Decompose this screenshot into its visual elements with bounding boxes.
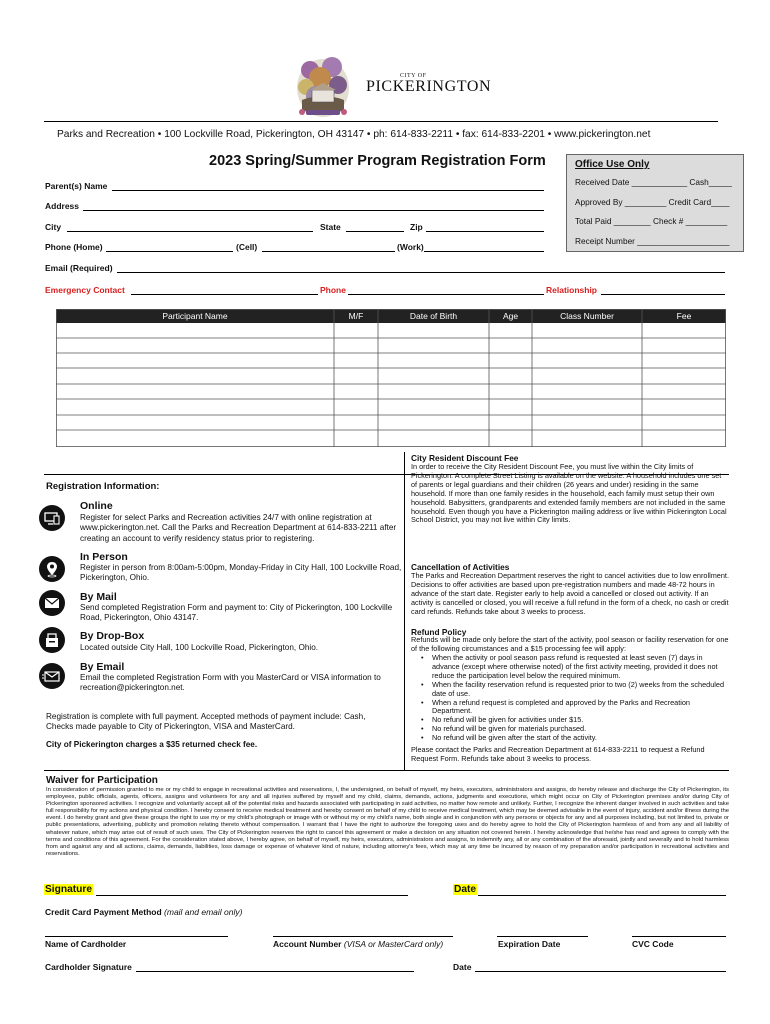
email-label: Email (Required) xyxy=(45,263,113,273)
participant-grid xyxy=(56,309,726,447)
mail-text: Send completed Registration Form and payment to: City of Pickerington, 100 Lockville Road, Pickerington, Ohio 43147. xyxy=(80,603,393,623)
col-mf: M/F xyxy=(348,311,364,321)
cardholder-label: Name of Cardholder xyxy=(45,939,127,949)
city-seal-icon xyxy=(288,52,358,124)
city-field[interactable] xyxy=(67,231,313,232)
expiration-label: Expiration Date xyxy=(498,939,561,949)
email-icon xyxy=(39,663,65,689)
list-item: • When the facility reservation refund is requested prior to two (2) weeks from the scheduled date of use. xyxy=(421,679,725,698)
waiver-title: Waiver for Participation xyxy=(46,775,158,786)
phone-home-label: Phone (Home) xyxy=(45,242,103,252)
payment-title-line xyxy=(45,907,242,917)
col-participant-name: Participant Name xyxy=(162,311,228,321)
refund-outro: Please contact the Parks and Recreation Department at 614-833-2211 to request a Refund Request Form. Refunds take about 3 weeks to process. xyxy=(411,745,705,763)
logo-city-name: PICKERINGTON xyxy=(366,78,492,95)
email-title: By Email xyxy=(80,661,125,673)
online-title: Online xyxy=(80,500,113,512)
online-text: Register for select Parks and Recreation activities 24/7 with online registration at www.pickerington.net. Call the Parks and Recreation Department at 614-833-2211 after creating an account to verify residency status prior to registering. xyxy=(80,513,397,543)
cancel-text: The Parks and Recreation Department reserves the right to cancel activities due to low enrollment. Decisions to offer activities are based upon pre-registration numbers and made 48-72 hours in advance of the start date. Register early to help avoid a cancelled or closed out activity. If an activity is cancelled or closed, you will receive a full refund in the form of a check, no cash or credit card refunds. Refunds take about 3 weeks to process. xyxy=(411,571,729,616)
email-text: Email the completed Registration Form with you MasterCard or VISA information to recreation@pickerington.net. xyxy=(80,673,381,693)
cardholder-field[interactable] xyxy=(45,936,228,937)
email-field[interactable] xyxy=(117,272,725,273)
list-item: • No refund will be given for activities under $15. xyxy=(421,715,584,725)
date-label: Date xyxy=(454,884,477,895)
relationship-label: Relationship xyxy=(546,285,598,295)
payment-title: Credit Card Payment Method xyxy=(45,907,162,917)
emergency-phone-field[interactable] xyxy=(348,294,544,295)
state-field[interactable] xyxy=(346,231,404,232)
city-label: City xyxy=(45,222,62,232)
address-field[interactable] xyxy=(83,210,544,211)
contact-line: Parks and Recreation • 100 Lockville Road, Pickerington, OH 43147 • ph: 614-833-2211 • fax: 614-833-2201 • www.pickerington.net xyxy=(57,129,651,140)
parent-name-label: Parent(s) Name xyxy=(45,181,108,191)
cvc-field[interactable] xyxy=(632,936,726,937)
office-approved: Approved By _________ Credit Card____ xyxy=(575,197,730,207)
address-label: Address xyxy=(45,201,80,211)
inperson-text: Register in person from 8:00am-5:00pm, Monday-Friday in City Hall, 100 Lockville Road, Pickerington, Ohio. xyxy=(80,563,402,583)
parent-name-field[interactable] xyxy=(112,190,544,191)
account-number-label-line xyxy=(273,939,443,949)
mail-icon xyxy=(39,590,65,616)
refund-list xyxy=(421,654,727,743)
registration-heading: Registration Information: xyxy=(46,481,160,492)
drop-box-title: By Drop-Box xyxy=(80,630,145,642)
inperson-title: In Person xyxy=(80,551,128,563)
emergency-phone-label: Phone xyxy=(320,285,346,295)
participant-table xyxy=(56,309,726,447)
drop-box-icon xyxy=(39,627,65,653)
col-age: Age xyxy=(502,311,519,321)
account-number-note: (VISA or MasterCard only) xyxy=(343,939,444,949)
city-logo xyxy=(288,52,358,124)
discount-title: City Resident Discount Fee xyxy=(411,453,519,463)
payment-date-field[interactable] xyxy=(475,971,726,972)
location-pin-icon xyxy=(39,556,65,582)
section-divider xyxy=(404,452,405,770)
logo-city-of: CITY OF xyxy=(400,73,427,79)
zip-label: Zip xyxy=(410,222,423,232)
waiver-text: In consideration of permission granted to me or my child to engage in recreational activities and reservations, I, the undersigned, on behalf of myself, my heirs, executors, administrators and assigns, do hereby release and discharge the City of Pickerington, its employees, public officials, agents, officers, assigns and volunteers for any and all injuries suffered by myself and my child, claims, demands, actions, judgments and executions, which might occur on City of Pickerington premises and/or during City of Pickerington sponsored activities. I recognize and voluntarily accept all of the potential risks and hazards associated with participating in said activities, no matter how remote and unlikely. Further, I recognize the inherent danger involved in such activities and take full responsibility for my actions and physical condition. I hereby consent to receive medical treatment and hereby consent on behalf of my child to receive medical treatment, which may be deemed advisable in the event of injury, accident and/or illness during the event. I do hereby grant and give these groups the right to use my or my child's photograph or image with or without my or my child's name, both single and in conjunction with any persons or objects for any and all purposes including, but not limited to, private or public presentations, advertising, publicity and promotion relating thereto without compensation. I warrant that I have the right to authorize the foregoing uses and do hereby agree to hold the City of Pickerington harmless of and from any and all liability of whatever nature, which may arise out of result of such uses. The City of Pickerington reserves the right to cancel this agreement or make a decision on any situation not covered herein. I hereby acknowledge that he/she has read and agrees to comply with the terms and conditions of this agreement. For the consideration stated above, I hereby agree, on behalf of myself, my heirs, executors, administrators and assigns, to indemnify any, all or any combination of the aforesaid, jointly and severally and to hold harmless from and against any and all actions, claims, demands, liabilities, loss damage or expense of whatever kind of nature, including attorney's fees, which may at any time be incurred by reason of my preparation and/or participation in recreational activities and reservations. xyxy=(46,787,729,857)
cardholder-signature-label: Cardholder Signature xyxy=(45,962,132,972)
header-rule xyxy=(44,121,718,122)
emergency-contact-label: Emergency Contact xyxy=(45,285,125,295)
payment-title-note: (mail and email only) xyxy=(164,907,243,917)
office-received: Received Date ____________ Cash_____ xyxy=(575,177,732,187)
emergency-contact-field[interactable] xyxy=(131,294,318,295)
state-label: State xyxy=(320,222,341,232)
cell-field[interactable] xyxy=(262,251,395,252)
cell-label: (Cell) xyxy=(236,242,258,252)
signature-label: Signature xyxy=(45,884,92,895)
office-use-title: Office Use Only xyxy=(575,159,650,170)
office-total: Total Paid ________ Check # _________ xyxy=(575,216,728,226)
payment-date-label: Date xyxy=(453,962,472,972)
list-item: • When the activity or pool season pass refund is requested at least seven (7) days in advance (except where otherwise noted) of the first activity meeting, provided it does not reduce the participation level below the required minimum. xyxy=(421,653,718,680)
list-item: • When a refund request is completed and approved by the Parks and Recreation Department. xyxy=(421,697,690,716)
complete-text: Registration is complete with full payment. Accepted methods of payment include: Cash, Checks made payable to City of Pickerington, VISA and MasterCard. xyxy=(46,712,366,732)
form-title: 2023 Spring/Summer Program Registration Form xyxy=(209,153,546,169)
relationship-field[interactable] xyxy=(601,294,725,295)
cardholder-signature-field[interactable] xyxy=(136,971,414,972)
expiration-field[interactable] xyxy=(497,936,588,937)
list-item: • No refund will be given after the start of the activity. xyxy=(421,733,597,743)
list-item: • No refund will be given for materials purchased. xyxy=(421,724,587,734)
refund-intro: Refunds will be made only before the start of the activity, pool season or facility reservation for one of the following circumstances and a $15 processing fee will apply: xyxy=(411,635,729,653)
account-number-label: Account Number xyxy=(273,939,342,949)
work-field[interactable] xyxy=(424,251,544,252)
refund-title: Refund Policy xyxy=(411,627,467,637)
zip-field[interactable] xyxy=(426,231,544,232)
signature-field[interactable] xyxy=(96,895,408,896)
cancel-title: Cancellation of Activities xyxy=(411,562,510,572)
date-field[interactable] xyxy=(478,895,726,896)
discount-text: In order to receive the City Resident Discount Fee, you must live within the City limits of Pickerington. A complete Street Listing is available on the website. A household includes one set of parents or legal guardians and their children (26 years and under) residing in the same household. If more than one family resides in the household, each family must setup their own household. Babysitters, grandparents and extended family members are not included in the same household. Even though you have a Pickerington mailing address or live within Pickerington Local School District, you may not live within City limits. xyxy=(411,462,727,525)
cvc-label: CVC Code xyxy=(632,939,674,949)
drop-box-text: Located outside City Hall, 100 Lockville Road, Pickerington, Ohio. xyxy=(80,643,319,652)
account-number-field[interactable] xyxy=(273,936,453,937)
col-dob: Date of Birth xyxy=(409,311,458,321)
section-rule-bottom xyxy=(44,770,729,771)
office-receipt: Receipt Number ____________________ xyxy=(575,236,730,246)
col-class-number: Class Number xyxy=(560,311,614,321)
col-fee: Fee xyxy=(676,311,692,321)
mail-title: By Mail xyxy=(80,591,117,603)
online-icon xyxy=(39,505,65,531)
returned-check-text: City of Pickerington charges a $35 returned check fee. xyxy=(46,740,258,749)
work-label: (Work) xyxy=(397,242,424,252)
office-use-box xyxy=(566,154,744,252)
phone-home-field[interactable] xyxy=(106,251,233,252)
